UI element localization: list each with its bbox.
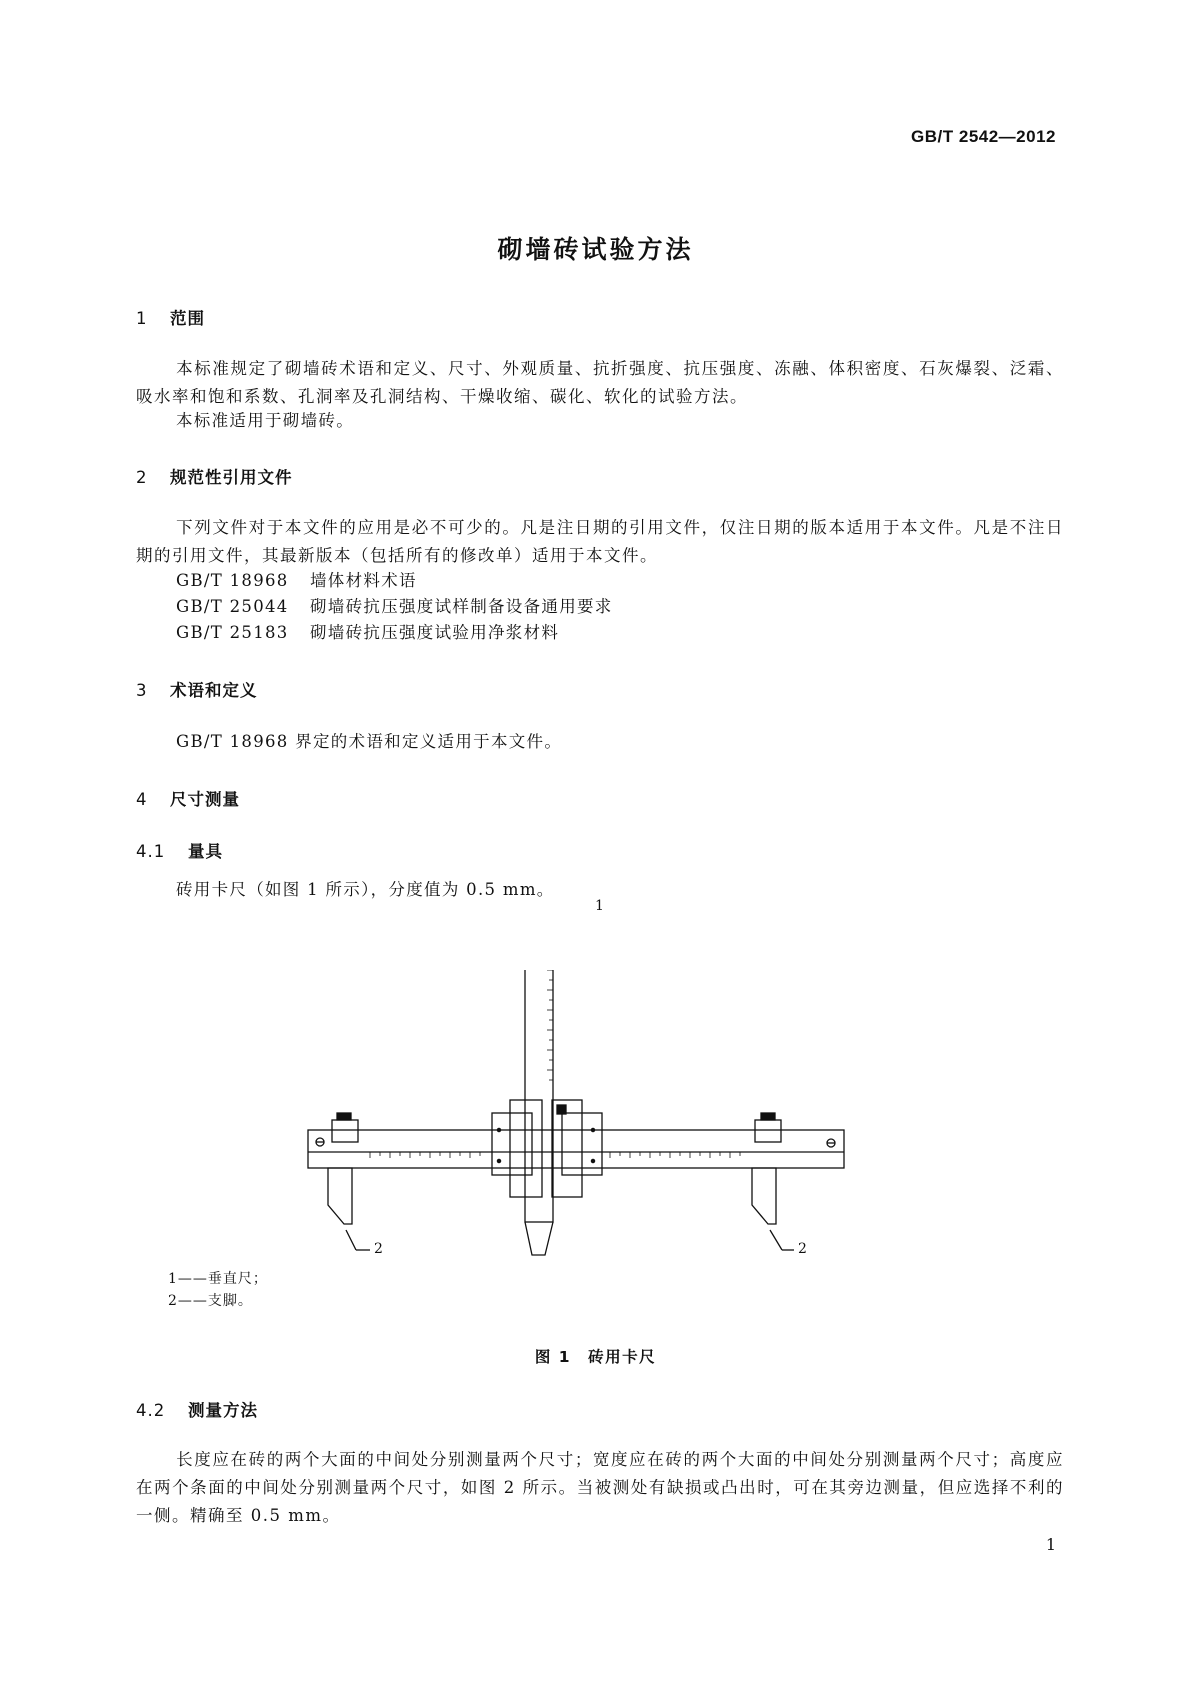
section-number: 4.2 bbox=[136, 1401, 166, 1420]
section-4-1-paragraph-1: 砖用卡尺（如图 1 所示），分度值为 0.5 mm。 bbox=[176, 880, 555, 899]
section-number: 2 bbox=[136, 468, 148, 487]
section-number: 4.1 bbox=[136, 842, 166, 861]
main-rule bbox=[308, 1130, 844, 1168]
reference-code: GB/T 18968 bbox=[176, 571, 289, 590]
section-title: 术语和定义 bbox=[170, 681, 258, 700]
section-number: 3 bbox=[136, 681, 148, 700]
vertical-rule bbox=[525, 970, 553, 1222]
section-number: 4 bbox=[136, 790, 148, 809]
legend-item: 1——垂直尺； bbox=[168, 1271, 268, 1287]
callout-2-left: 2 bbox=[374, 1241, 384, 1257]
reference-title: 砌墙砖抗压强度试样制备设备通用要求 bbox=[310, 597, 613, 616]
section-number: 1 bbox=[136, 309, 148, 328]
figure-brick-caliper bbox=[300, 970, 900, 1285]
section-4-2-paragraph-1: 长度应在砖的两个大面的中间处分别测量两个尺寸；宽度应在砖的两个大面的中间处分别测量两个尺寸；高度应在两个条面的中间处分别测量两个尺寸，如图 2 所示。当被测处有缺损或凸出时，可在其旁边测量，但应选择不利的一侧。精确至 0.5 mm。 bbox=[136, 1450, 1064, 1525]
document-title: 砌墙砖试验方法 bbox=[497, 235, 694, 264]
section-2-paragraph-1: 下列文件对于本文件的应用是必不可少的。凡是注日期的引用文件，仅注日期的版本适用于本文件。凡是不注日期的引用文件，其最新版本（包括所有的修改单）适用于本文件。 bbox=[136, 518, 1064, 565]
center-clamp-left bbox=[492, 1113, 532, 1175]
caliper-drawing bbox=[300, 970, 900, 1285]
section-1-paragraph-2: 本标准适用于砌墙砖。 bbox=[176, 411, 354, 430]
figure-caption: 图 1 砖用卡尺 bbox=[534, 1348, 657, 1366]
legend-item: 2——支脚。 bbox=[168, 1293, 253, 1309]
section-4-1-heading bbox=[136, 838, 223, 862]
reference-item bbox=[176, 594, 613, 620]
section-title: 规范性引用文件 bbox=[170, 468, 293, 487]
section-4-heading bbox=[136, 786, 240, 810]
page-number: 1 bbox=[1045, 1535, 1056, 1554]
left-slider bbox=[332, 1120, 358, 1142]
right-foot bbox=[752, 1168, 776, 1224]
left-foot bbox=[328, 1168, 352, 1224]
reference-code: GB/T 25183 bbox=[176, 623, 289, 642]
section-4-2-heading bbox=[136, 1397, 258, 1421]
section-title: 测量方法 bbox=[188, 1401, 258, 1420]
section-title: 尺寸测量 bbox=[170, 790, 240, 809]
section-1-paragraph-1: 本标准规定了砌墙砖术语和定义、尺寸、外观质量、抗折强度、抗压强度、冻融、体积密度、石灰爆裂、泛霜、吸水率和饱和系数、孔洞率及孔洞结构、干燥收缩、碳化、软化的试验方法。 bbox=[136, 359, 1064, 406]
section-title: 量具 bbox=[188, 842, 223, 861]
section-3-heading bbox=[136, 677, 258, 701]
section-title: 范围 bbox=[170, 309, 205, 328]
standard-code: GB/T 2542—2012 bbox=[911, 127, 1056, 146]
reference-code: GB/T 25044 bbox=[176, 597, 289, 616]
section-3-paragraph-1: GB/T 18968 界定的术语和定义适用于本文件。 bbox=[176, 732, 563, 751]
section-1-heading bbox=[136, 305, 205, 329]
reference-title: 砌墙砖抗压强度试验用净浆材料 bbox=[310, 623, 560, 642]
reference-item bbox=[176, 620, 559, 646]
reference-title: 墙体材料术语 bbox=[310, 571, 417, 590]
callout-2-right: 2 bbox=[798, 1241, 808, 1257]
reference-item bbox=[176, 568, 417, 594]
section-2-heading bbox=[136, 464, 293, 488]
callout-1: 1 bbox=[595, 898, 605, 914]
right-slider bbox=[755, 1120, 781, 1142]
